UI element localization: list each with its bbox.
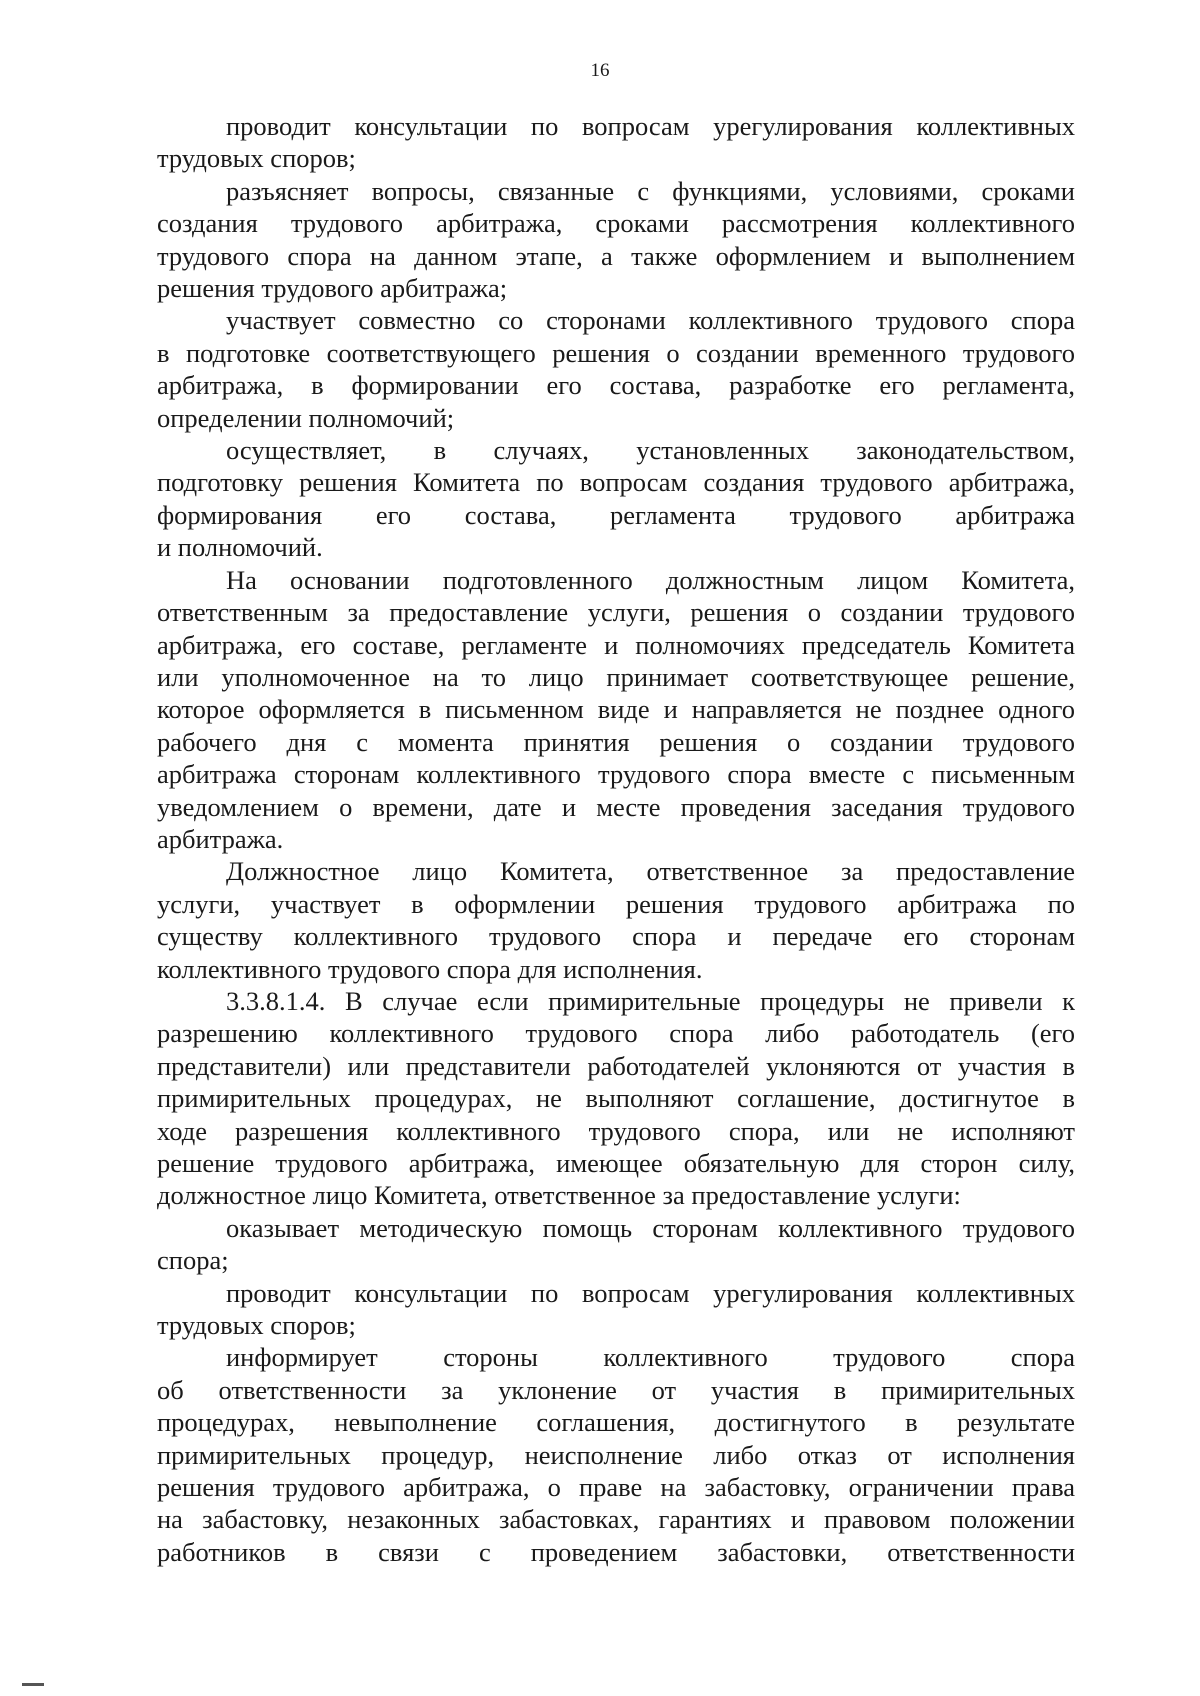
text-line: в подготовке соответствующего решения о создании временного трудового: [157, 337, 1075, 368]
text-line: информирует стороны коллективного трудового спора: [226, 1342, 1075, 1373]
text-line: спора;: [157, 1245, 229, 1276]
text-line: Должностное лицо Комитета, ответственное за предоставление: [226, 856, 1075, 887]
scan-mark: [22, 1683, 44, 1686]
text-line: и полномочий.: [157, 532, 323, 563]
text-line: ходе разрешения коллективного трудового спора, или не исполняют: [157, 1115, 1075, 1146]
page-number: 16: [590, 60, 610, 81]
text-line: работников в связи с проведением забастовки, ответственности: [157, 1536, 1075, 1567]
text-line: разъясняет вопросы, связанные с функциями, условиями, сроками: [226, 175, 1075, 206]
text-line: трудовых споров;: [157, 1310, 356, 1341]
text-line: трудовых споров;: [157, 143, 356, 174]
text-line: решения трудового арбитража;: [157, 273, 508, 304]
text-line: На основании подготовленного должностным лицом Комитета,: [226, 564, 1075, 595]
text-line: представители) или представители работодателей уклоняются от участия в: [157, 1050, 1075, 1081]
text-line: создания трудового арбитража, сроками рассмотрения коллективного: [157, 208, 1075, 239]
text-line: уведомлением о времени, дате и месте проведения заседания трудового: [157, 791, 1075, 822]
text-line: разрешению коллективного трудового спора либо работодатель (его: [157, 1018, 1075, 1049]
text-line: арбитража, в формировании его состава, разработке его регламента,: [157, 370, 1075, 401]
text-line: определении полномочий;: [157, 402, 455, 433]
text-line: арбитража.: [157, 823, 284, 854]
text-line: или уполномоченное на то лицо принимает соответствующее решение,: [157, 661, 1075, 692]
text-line: должностное лицо Комитета, ответственное за предоставление услуги:: [157, 1180, 961, 1211]
text-line: ответственным за предоставление услуги, решения о создании трудового: [157, 597, 1075, 628]
text-line: процедурах, невыполнение соглашения, достигнутого в результате: [157, 1407, 1075, 1438]
text-line: решения трудового арбитража, о праве на забастовку, ограничении права: [157, 1472, 1075, 1503]
text-line: оказывает методическую помощь сторонам коллективного трудового: [226, 1212, 1075, 1243]
text-line: решение трудового арбитража, имеющее обязательную для сторон силу,: [157, 1148, 1075, 1178]
text-line: арбитража, его составе, регламенте и полномочиях председатель Комитета: [157, 629, 1075, 660]
text-line: формирования его состава, регламента трудового арбитража: [157, 499, 1075, 530]
text-line: трудового спора на данном этапе, а также оформлением и выполнением: [157, 240, 1075, 271]
text-line: арбитража сторонам коллективного трудового спора вместе с письменным: [157, 759, 1075, 790]
text-line: на забастовку, незаконных забастовках, гарантиях и правовом положении: [157, 1504, 1075, 1535]
text-line: существу коллективного трудового спора и передаче его сторонам: [157, 921, 1075, 952]
text-line: осуществляет, в случаях, установленных законодательством,: [226, 435, 1075, 466]
text-line: об ответственности за уклонение от участия в примирительных: [157, 1374, 1075, 1405]
text-line: которое оформляется в письменном виде и направляется не позднее одного: [157, 694, 1075, 725]
text-line: проводит консультации по вопросам урегулирования коллективных: [226, 111, 1075, 141]
text-line: примирительных процедурах, не выполняют соглашение, достигнутое в: [157, 1083, 1075, 1114]
text-line: 3.3.8.1.4. В случае если примирительные процедуры не привели к: [226, 985, 1075, 1016]
document-body: [157, 110, 1075, 1568]
text-line: подготовку решения Комитета по вопросам создания трудового арбитража,: [157, 467, 1075, 498]
text-line: проводит консультации по вопросам урегулирования коллективных: [226, 1277, 1075, 1308]
text-line: примирительных процедур, неисполнение либо отказ от исполнения: [157, 1439, 1075, 1470]
text-line: участвует совместно со сторонами коллективного трудового спора: [226, 305, 1075, 336]
text-line: рабочего дня с момента принятия решения о создании трудового: [157, 726, 1075, 757]
text-line: услуги, участвует в оформлении решения трудового арбитража по: [157, 888, 1075, 919]
text-line: коллективного трудового спора для исполнения.: [157, 953, 703, 984]
